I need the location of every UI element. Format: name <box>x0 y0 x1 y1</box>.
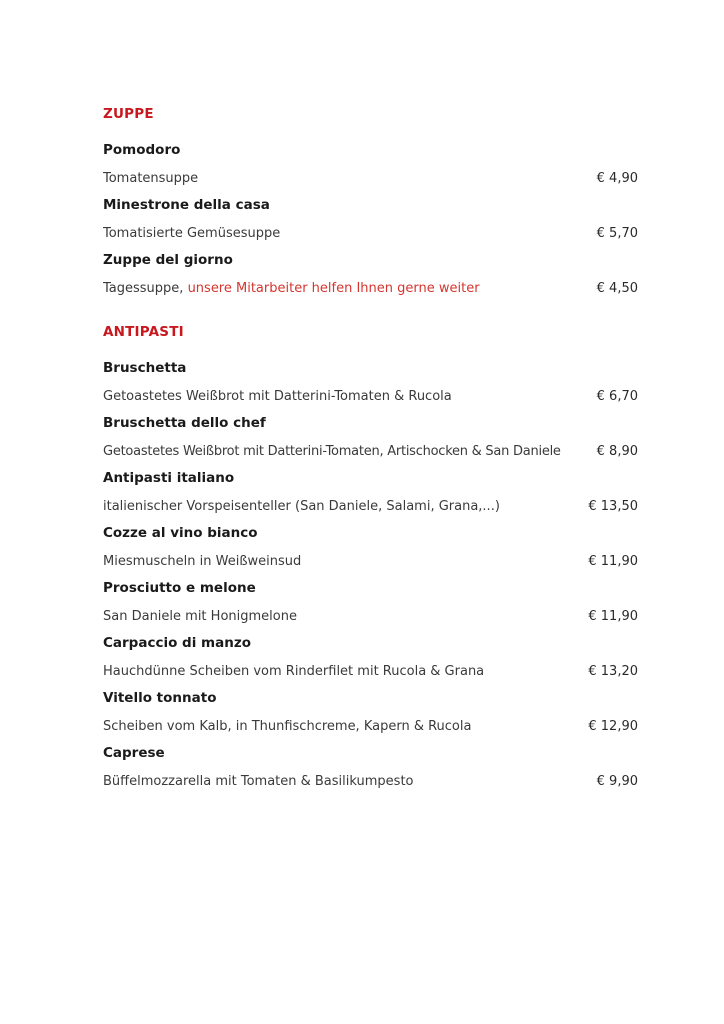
menu-item <box>103 685 638 740</box>
dish-description: Büffelmozzarella mit Tomaten & Basilikumpesto <box>103 773 414 789</box>
dish-detail-row <box>103 275 638 303</box>
dish-name: Carpaccio di manzo <box>103 635 251 651</box>
dish-name: Cozze al vino bianco <box>103 525 258 541</box>
dish-detail-row <box>103 548 638 576</box>
dish-price: € 5,70 <box>596 225 638 241</box>
dish-name: Vitello tonnato <box>103 690 217 706</box>
dish-price: € 4,50 <box>596 280 638 296</box>
dish-description: Tomatisierte Gemüsesuppe <box>103 225 281 241</box>
dish-name: Bruschetta <box>103 360 187 376</box>
dish-name: Prosciutto e melone <box>103 580 256 596</box>
dish-name: Pomodoro <box>103 142 181 158</box>
dish-detail-row <box>103 713 638 741</box>
dish-description: Miesmuscheln in Weißweinsud <box>103 553 302 569</box>
menu-item <box>103 192 638 247</box>
menu-item <box>103 740 638 795</box>
section-zuppe <box>103 100 638 302</box>
dish-description: Scheiben vom Kalb, in Thunfischcreme, Kapern & Rucola <box>103 718 472 734</box>
dish-detail-row <box>103 438 638 466</box>
dish-name: Caprese <box>103 745 165 761</box>
dish-price: € 9,90 <box>596 773 638 789</box>
menu-item <box>103 355 638 410</box>
section-title: ANTIPASTI <box>103 324 184 340</box>
menu-item <box>103 575 638 630</box>
menu-item <box>103 137 638 192</box>
dish-detail-row <box>103 603 638 631</box>
dish-price: € 13,20 <box>588 663 638 679</box>
dish-price: € 11,90 <box>588 608 638 624</box>
dish-description: San Daniele mit Honigmelone <box>103 608 297 624</box>
menu-item <box>103 630 638 685</box>
dish-price: € 12,90 <box>588 718 638 734</box>
dish-detail-row <box>103 768 638 796</box>
dish-price: € 11,90 <box>588 553 638 569</box>
dish-description: Hauchdünne Scheiben vom Rinderfilet mit Rucola & Grana <box>103 663 485 679</box>
dish-price: € 8,90 <box>596 443 638 459</box>
menu-page <box>103 100 638 795</box>
dish-price: € 6,70 <box>596 388 638 404</box>
dish-detail-row <box>103 493 638 521</box>
dish-detail-row <box>103 658 638 686</box>
dish-description: Tagessuppe, unsere Mitarbeiter helfen Ihnen gerne weiter <box>103 280 480 296</box>
dish-description: Getoastetes Weißbrot mit Datterini-Tomaten & Rucola <box>103 388 452 404</box>
menu-item <box>103 410 638 465</box>
dish-description: italienischer Vorspeisenteller (San Daniele, Salami, Grana,...) <box>103 498 500 514</box>
menu-item <box>103 520 638 575</box>
dish-description: Getoastetes Weißbrot mit Datterini-Tomaten, Artischocken & San Daniele <box>103 443 561 459</box>
dish-name: Minestrone della casa <box>103 197 270 213</box>
dish-name: Zuppe del giorno <box>103 252 233 268</box>
dish-name: Bruschetta dello chef <box>103 415 266 431</box>
menu-item <box>103 465 638 520</box>
menu-item <box>103 247 638 302</box>
dish-note: unsere Mitarbeiter helfen Ihnen gerne weiter <box>187 280 480 296</box>
dish-price: € 13,50 <box>588 498 638 514</box>
section-antipasti <box>103 318 638 795</box>
dish-detail-row <box>103 220 638 248</box>
dish-name: Antipasti italiano <box>103 470 235 486</box>
section-title: ZUPPE <box>103 106 154 122</box>
dish-detail-row <box>103 165 638 193</box>
dish-detail-row <box>103 383 638 411</box>
dish-description: Tomatensuppe <box>103 170 199 186</box>
dish-price: € 4,90 <box>596 170 638 186</box>
